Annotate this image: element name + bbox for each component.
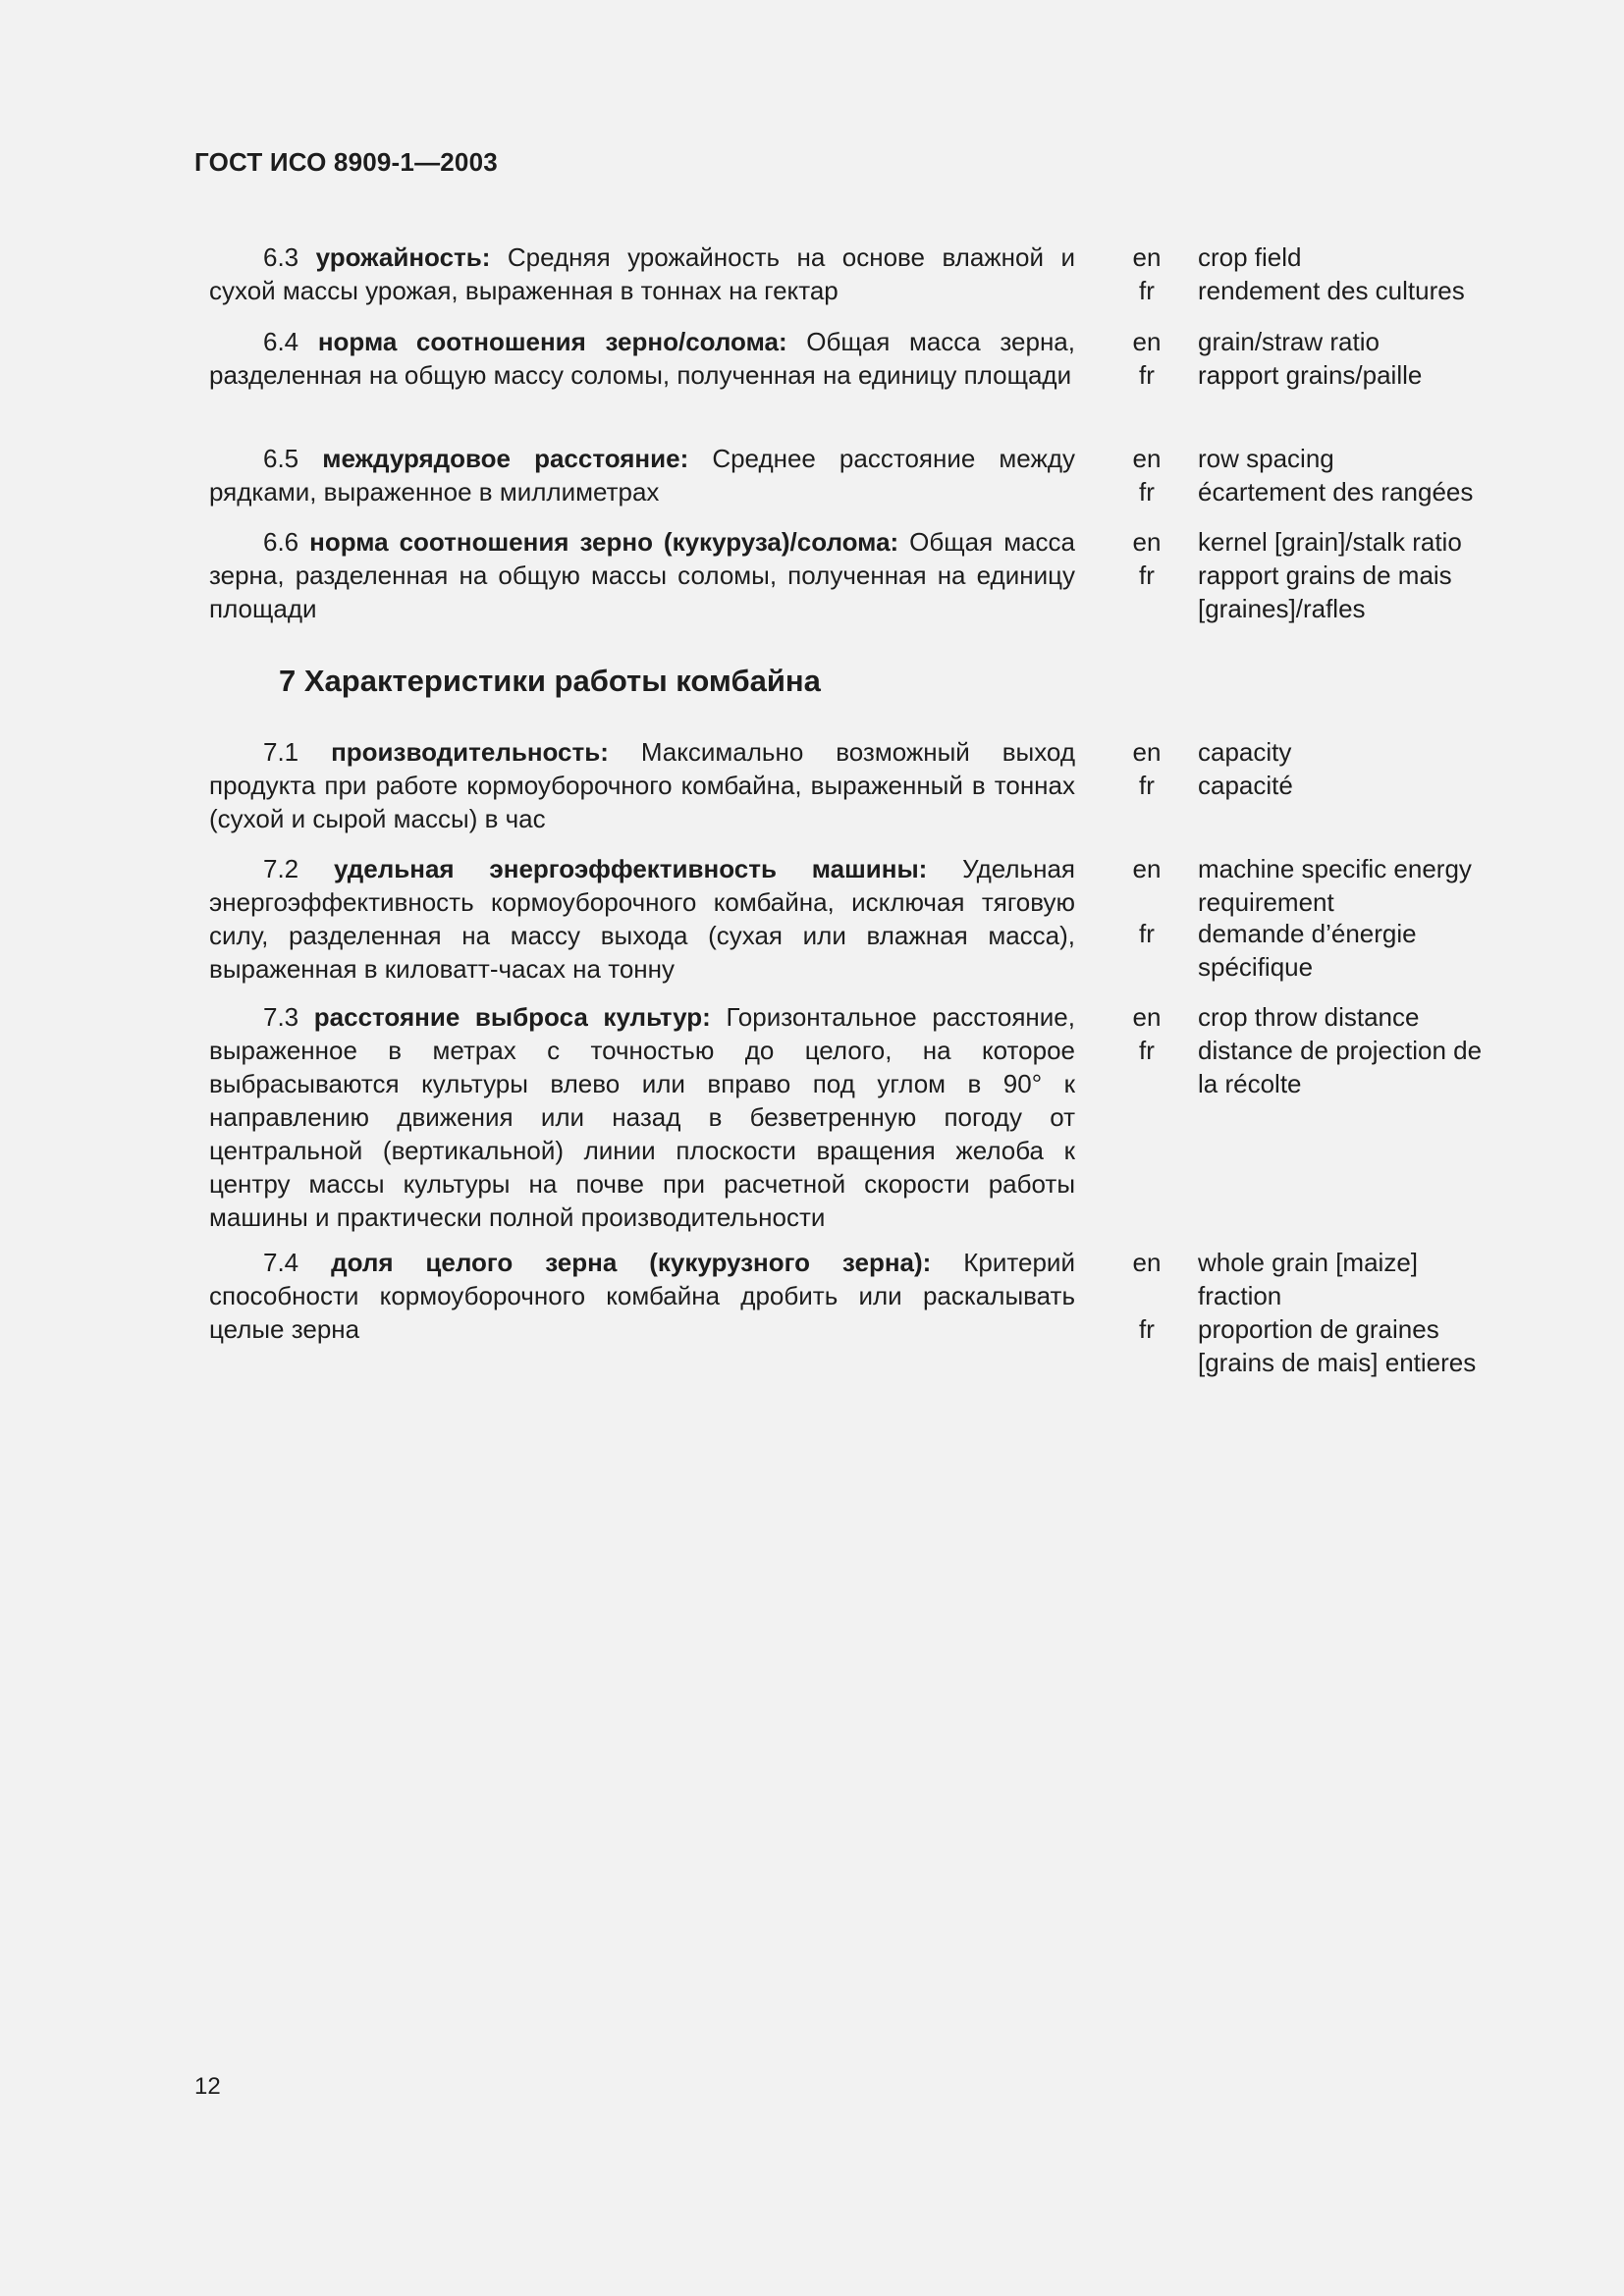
term-name: междурядовое расстояние:	[322, 444, 689, 473]
lang-code-fr: fr	[1139, 561, 1155, 590]
lang-code-fr: fr	[1139, 477, 1155, 507]
lang-code-en: en	[1132, 444, 1162, 473]
term-en: whole grain [maize] fraction	[1198, 1248, 1418, 1310]
definition-text: Критерий способности кормоуборочного комбайна дробить или раскалывать целые зерна	[209, 1248, 1075, 1344]
term-entry-7-4	[209, 1246, 1525, 1415]
term-name: доля целого зерна (кукурузного зерна):	[331, 1248, 932, 1277]
lang-code-en: en	[1132, 854, 1162, 883]
definition-text: Общая масса зерна, разделенная на общую массу соломы, полученная на единицу площади	[209, 327, 1075, 390]
definition-text: Средняя урожайность на основе влажной и сухой массы урожая, выраженная в тоннах на гектар	[209, 242, 1075, 305]
term-en: machine specific energy requirement	[1198, 854, 1472, 917]
page-number: 12	[194, 2073, 221, 2100]
entry-number: 6.6	[263, 527, 299, 557]
section-title: 7 Характеристики работы комбайна	[279, 664, 821, 698]
definition	[209, 1000, 1075, 1234]
definition-text: Среднее расстояние между рядками, выраженное в миллиметрах	[209, 444, 1076, 507]
definition-text: Удельная энергоэффективность кормоуборочного комбайна, исключая тяговую силу, разделенная на массу выхода (сухая или влажная масса), выраженная в киловатт-часах на тонну	[209, 854, 1075, 984]
term-fr: capacité	[1198, 771, 1293, 800]
term-fr: distance de projection de la récolte	[1198, 1036, 1483, 1098]
term-en: capacity	[1198, 737, 1292, 767]
definition	[209, 735, 1075, 835]
entry-number: 7.2	[263, 854, 299, 883]
term-en: row spacing	[1198, 444, 1334, 473]
term-name: норма соотношения зерно/солома:	[317, 327, 787, 356]
definition	[209, 325, 1075, 392]
term-en: kernel [grain]/stalk ratio	[1198, 527, 1462, 557]
term-en: grain/straw ratio	[1198, 327, 1380, 356]
term-fr: rapport grains de mais [graines]/rafles	[1198, 561, 1452, 623]
entry-number: 7.3	[263, 1002, 299, 1032]
term-entry-7-2	[209, 852, 1525, 988]
entry-number: 7.1	[263, 737, 299, 767]
definition-text: Максимально возможный выход продукта при работе кормоуборочного комбайна, выраженный в тоннах (сухой и сырой массы) в час	[209, 737, 1075, 833]
lang-code-fr: fr	[1139, 919, 1155, 948]
term-en: crop field	[1198, 242, 1302, 272]
term-name: расстояние выброса культур:	[313, 1002, 711, 1032]
term-en: crop throw distance	[1198, 1002, 1420, 1032]
definition	[209, 1246, 1075, 1346]
lang-code-fr: fr	[1139, 360, 1155, 390]
definition	[209, 525, 1075, 625]
definition	[209, 442, 1075, 508]
lang-code-en: en	[1132, 1248, 1162, 1277]
term-entry-6-5	[209, 442, 1525, 510]
entry-number: 6.5	[263, 444, 299, 473]
term-entry-6-6	[209, 525, 1525, 627]
lang-code-fr: fr	[1139, 1314, 1155, 1344]
lang-code-en: en	[1132, 327, 1162, 356]
document-header: ГОСТ ИСО 8909-1—2003	[194, 147, 498, 177]
lang-code-fr: fr	[1139, 1036, 1155, 1065]
definition	[209, 852, 1075, 986]
lang-code-en: en	[1132, 1002, 1162, 1032]
entry-number: 7.4	[263, 1248, 299, 1277]
term-name: норма соотношения зерно (кукуруза)/солома:	[309, 527, 899, 557]
term-entry-6-4	[209, 325, 1525, 427]
definition	[209, 240, 1075, 307]
term-entry-7-3	[209, 1000, 1525, 1236]
entry-number: 6.3	[263, 242, 299, 272]
lang-code-en: en	[1132, 737, 1162, 767]
term-fr: demande d’énergie spécifique	[1198, 919, 1417, 982]
term-entry-6-3	[209, 240, 1525, 309]
definition-text: Горизонтальное расстояние, выраженное в метрах с точностью до целого, на которое выбрасываются культуры влево или вправо под углом в 90° к направлению движения или назад в безветренную погоду от центральной (вертикальной) линии плоскости вращения желоба к центру массы культуры на почве при расчетной скорости работы машины и практически полной производительности	[209, 1002, 1075, 1232]
entry-number: 6.4	[263, 327, 299, 356]
term-fr: proportion de graines [grains de mais] entieres	[1198, 1314, 1477, 1377]
lang-code-fr: fr	[1139, 771, 1155, 800]
term-fr: écartement des rangées	[1198, 477, 1474, 507]
lang-code-en: en	[1132, 527, 1162, 557]
term-entry-7-1	[209, 735, 1525, 837]
term-name: производительность:	[331, 737, 609, 767]
definition-text: Общая масса зерна, разделенная на общую массы соломы, полученная на единицу площади	[209, 527, 1075, 623]
term-fr: rendement des cultures	[1198, 276, 1465, 305]
term-fr: rapport grains/paille	[1198, 360, 1423, 390]
term-name: удельная энергоэффективность машины:	[333, 854, 928, 883]
lang-code-fr: fr	[1139, 276, 1155, 305]
term-name: урожайность:	[315, 242, 491, 272]
lang-code-en: en	[1132, 242, 1162, 272]
